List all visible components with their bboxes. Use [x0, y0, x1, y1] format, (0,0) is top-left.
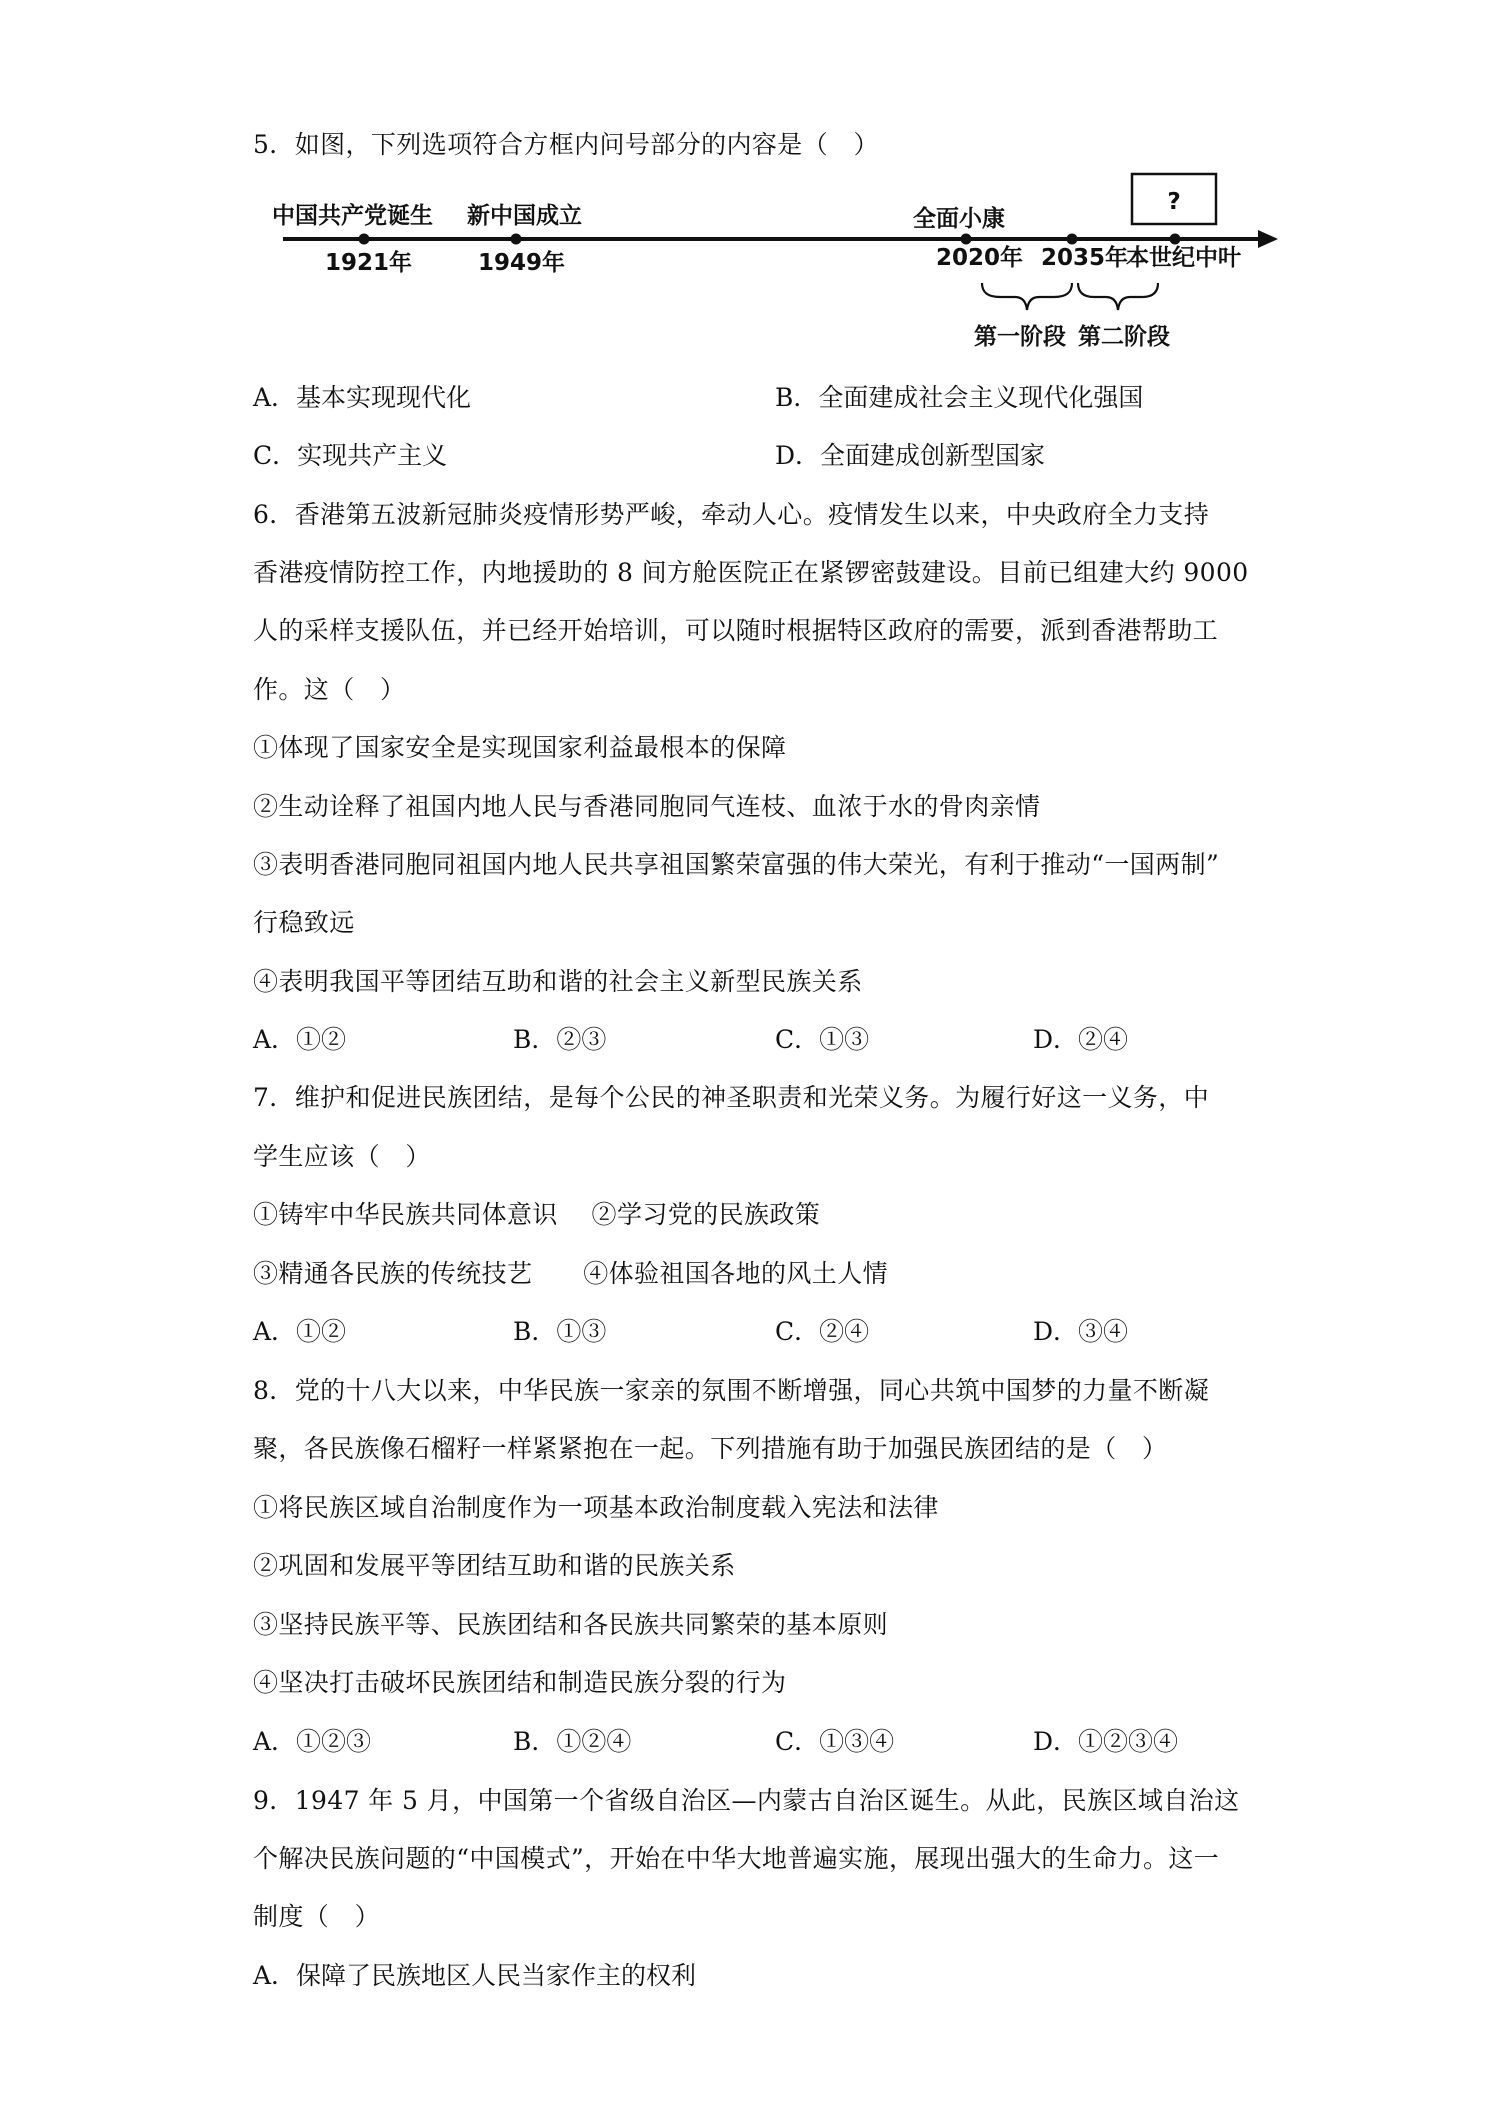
- q6-stem-line: 作。这（ ）: [253, 675, 406, 704]
- label-year-1921: 1921年: [325, 250, 413, 276]
- q7-statements: ①铸牢中华民族共同体意识 ②学习党的民族政策: [253, 1200, 821, 1229]
- q6-stem-line: 香港疫情防控工作，内地援助的 8 间方舱医院正在紧锣密鼓建设。目前已组建大约 9000: [253, 558, 1249, 587]
- q6-statement: ①体现了国家安全是实现国家利益最根本的保障: [253, 733, 787, 762]
- label-party-founding: 中国共产党诞生: [272, 203, 433, 229]
- brace-stage-two: [1078, 283, 1158, 310]
- q5-option-b: B．全面建成社会主义现代化强国: [775, 383, 1144, 412]
- point-2035: [1067, 234, 1078, 245]
- q6-statement: ④表明我国平等团结互助和谐的社会主义新型民族关系: [253, 967, 863, 996]
- label-stage-one: 第一阶段: [974, 324, 1066, 350]
- q8-stem-line: 聚，各民族像石榴籽一样紧紧抱在一起。下列措施有助于加强民族团结的是（ ）: [253, 1434, 1168, 1463]
- label-prc-founding: 新中国成立: [467, 203, 582, 229]
- q6-option-d: D．②④: [1033, 1025, 1129, 1054]
- label-stage-two: 第二阶段: [1078, 324, 1170, 350]
- point-1921: [359, 234, 370, 245]
- q7-stem-line: 7．维护和促进民族团结，是每个公民的神圣职责和光荣义务。为履行好这一义务，中: [253, 1083, 1210, 1112]
- q7-stem-line: 学生应该（ ）: [253, 1142, 431, 1171]
- q7-statements: ③精通各民族的传统技艺 ④体验祖国各地的风土人情: [253, 1259, 889, 1288]
- q6-stem-line: 人的采样支援队伍，并已经开始培训，可以随时根据特区政府的需要，派到香港帮助工: [253, 616, 1219, 645]
- q8-statement: ①将民族区域自治制度作为一项基本政治制度载入宪法和法律: [253, 1493, 939, 1522]
- q8-option-d: D．①②③④: [1033, 1727, 1179, 1756]
- label-year-2035: 2035年: [1041, 245, 1129, 271]
- q6-stem-line: 6．香港第五波新冠肺炎疫情形势严峻，牵动人心。疫情发生以来，中央政府全力支持: [253, 500, 1210, 529]
- q7-option-b: B．①③: [513, 1317, 607, 1346]
- q6-statement: ②生动诠释了祖国内地人民与香港同胞同气连枝、血浓于水的骨肉亲情: [253, 792, 1041, 821]
- q7-option-a: A．①②: [253, 1317, 347, 1346]
- point-mid-century: [1170, 234, 1181, 245]
- q9-option-a: A．保障了民族地区人民当家作主的权利: [253, 1961, 697, 1990]
- q6-option-a: A．①②: [253, 1025, 347, 1054]
- q7-option-c: C．②④: [775, 1317, 870, 1346]
- label-year-1949: 1949年: [478, 250, 566, 276]
- q5-option-d: D．全面建成创新型国家: [775, 441, 1046, 470]
- q5-stem: 5．如图，下列选项符合方框内问号部分的内容是（ ）: [253, 130, 879, 159]
- q5-option-c: C．实现共产主义: [253, 441, 448, 470]
- q9-stem-line: 9．1947 年 5 月，中国第一个省级自治区—内蒙古自治区诞生。从此，民族区域自治这: [253, 1786, 1240, 1815]
- point-2020: [961, 234, 972, 245]
- q6-option-c: C．①③: [775, 1025, 870, 1054]
- label-mid-century: 本世纪中叶: [1126, 245, 1241, 271]
- q8-option-b: B．①②④: [513, 1727, 632, 1756]
- q5-option-a: A．基本实现现代化: [253, 383, 472, 412]
- q9-stem-line: 制度（ ）: [253, 1902, 381, 1931]
- q9-stem-line: 个解决民族问题的“中国模式”，开始在中华大地普遍实施，展现出强大的生命力。这一: [253, 1844, 1220, 1873]
- q8-option-c: C．①③④: [775, 1727, 895, 1756]
- q8-option-a: A．①②③: [253, 1727, 372, 1756]
- q8-statement: ②巩固和发展平等团结互助和谐的民族关系: [253, 1551, 736, 1580]
- q8-statement: ④坚决打击破坏民族团结和制造民族分裂的行为: [253, 1668, 787, 1697]
- label-year-2020: 2020年: [936, 245, 1024, 271]
- timeline-arrowhead: [1258, 230, 1278, 248]
- q8-statement: ③坚持民族平等、民族团结和各民族共同繁荣的基本原则: [253, 1610, 889, 1639]
- question-mark: ?: [1167, 189, 1181, 215]
- timeline-diagram: [0, 0, 1488, 370]
- q6-statement: ③表明香港同胞同祖国内地人民共享祖国繁荣富强的伟大荣光，有利于推动“一国两制”: [253, 850, 1220, 879]
- q7-option-d: D．③④: [1033, 1317, 1129, 1346]
- q8-stem-line: 8．党的十八大以来，中华民族一家亲的氛围不断增强，同心共筑中国梦的力量不断凝: [253, 1376, 1210, 1405]
- point-1949: [511, 234, 522, 245]
- label-xiaokang: 全面小康: [913, 206, 1005, 232]
- brace-stage-one: [982, 283, 1072, 310]
- q6-option-b: B．②③: [513, 1025, 607, 1054]
- q6-statement-continued: 行稳致远: [253, 908, 355, 937]
